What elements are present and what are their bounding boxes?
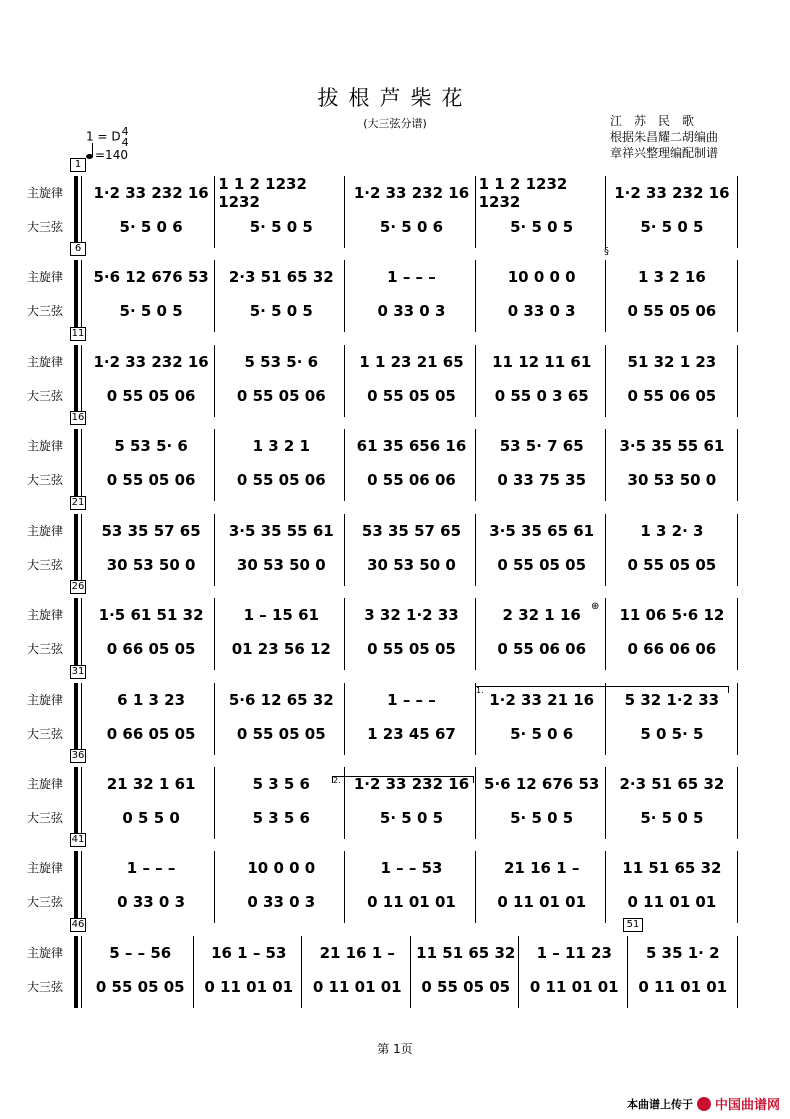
part-label-top: 主旋律 [27,608,64,622]
system-brace [81,345,82,417]
barline [301,936,302,1008]
melody-notes: 61 35 656 16 [356,437,467,455]
melody-notes: 5 35 1· 2 [645,944,720,962]
sanxian-notes: 0 33 0 3 [507,302,576,320]
barline [344,429,345,501]
barline [410,936,411,1008]
sanxian-notes: 5· 5 0 5 [510,218,574,236]
page-number: 第 1页 [377,1042,413,1056]
sanxian-notes: 0 11 01 01 [312,978,402,996]
measure-number: 21 [71,497,85,508]
site-logo-icon [697,1097,711,1111]
sanxian-notes: 0 55 06 06 [497,640,587,658]
melody-notes: 5 53 5· 6 [244,353,319,371]
barline [605,598,606,670]
part-label-top: 主旋律 [27,355,64,369]
sanxian-notes: 0 11 01 01 [627,893,717,911]
volta-first-ending: 1. [475,686,729,693]
barline [475,598,476,670]
melody-notes: 1 – – – [387,691,436,709]
measure [346,254,476,338]
tempo-value: =140 [95,148,128,162]
part-label-bottom: 大三弦 [27,220,64,234]
melody-notes: 53 35 57 65 [361,522,462,540]
sanxian-notes: 0 11 01 01 [638,978,728,996]
measure [477,845,607,929]
sanxian-notes: 5· 5 0 6 [510,725,574,743]
measure [86,677,216,761]
sanxian-notes: 30 53 50 0 [236,556,326,574]
barline [605,851,606,923]
barline [214,851,215,923]
measure [607,508,737,592]
measure [216,592,346,676]
part-label-bottom: 大三弦 [27,304,64,318]
melody-notes: 5·6 12 676 53 [484,775,600,793]
measure [607,423,737,507]
upload-brand: 中国曲谱网 [714,1098,780,1113]
barline [344,683,345,755]
melody-notes: 1 – – – [126,859,176,877]
measure [607,339,737,423]
staff-system [0,328,790,423]
melody-notes: 1 – 15 61 [243,606,319,624]
barline [605,260,606,332]
melody-notes: 1 1 2 1232 1232 [218,175,307,211]
measure [346,677,476,761]
sanxian-notes: 5· 5 0 5 [249,218,313,236]
barline [475,260,476,332]
measure [216,170,346,254]
sanxian-notes: 0 33 0 3 [377,302,446,320]
sanxian-notes: 0 55 05 05 [367,640,456,658]
measure-number: 11 [71,328,85,339]
sanxian-notes: 0 55 05 05 [367,387,456,405]
barline-end [737,598,738,670]
measure [607,592,737,676]
system-brace [74,429,78,501]
barline-end [737,429,738,501]
sanxian-notes: 0 11 01 01 [497,893,587,911]
melody-notes: 1 – 11 23 [536,944,612,962]
barline [475,176,476,248]
barline [605,429,606,501]
barline-end [737,767,738,839]
measure-number: 46 [71,919,85,930]
melody-notes: 1·2 33 232 16 [353,775,470,793]
system-brace [81,429,82,501]
sanxian-notes: 5· 5 0 5 [249,302,313,320]
barline [214,514,215,586]
part-label-top: 主旋律 [27,439,64,453]
measure-number: 51 [623,918,643,932]
melody-notes: 2·3 51 65 32 [619,775,725,793]
staff-system [0,159,790,254]
melody-notes: 5 3 5 6 [252,775,310,793]
measure [477,761,607,845]
melody-notes: 5 53 5· 6 [114,437,188,455]
melody-notes: 11 12 11 61 [492,353,592,371]
barline [214,176,215,248]
time-signature [122,126,129,148]
barline [344,260,345,332]
staff-system [0,412,790,507]
system-brace [81,683,82,755]
sanxian-notes: 5· 5 0 5 [119,302,183,320]
system-brace [81,767,82,839]
melody-notes: 5 32 1·2 33 [624,691,720,709]
measure [86,423,216,507]
melody-notes: 3·5 35 65 61 [489,522,595,540]
sanxian-notes: 5· 5 0 6 [379,218,444,236]
measure [216,254,346,338]
system-brace [74,176,78,248]
melody-notes: 2·3 51 65 32 [228,268,334,286]
melody-notes: 11 51 65 32 [416,944,516,962]
measure [216,339,346,423]
barline [344,514,345,586]
measure [477,339,607,423]
sanxian-notes: 0 55 05 05 [627,556,717,574]
measure-number: 6 [70,242,86,256]
measure [412,930,521,1014]
sanxian-notes: 30 53 50 0 [627,471,717,489]
measure [477,592,607,676]
barline [193,936,194,1008]
barline [214,683,215,755]
barline [605,767,606,839]
measure [86,761,216,845]
barline [475,767,476,839]
barline [344,851,345,923]
sanxian-notes: 0 55 06 05 [627,387,717,405]
measure [477,423,607,507]
measure [86,170,216,254]
volta-second-ending: 2. [332,776,474,783]
upload-prefix: 本曲谱上传于 [626,1097,693,1111]
melody-notes: 10 0 0 0 [507,268,576,286]
sanxian-notes: 0 33 0 3 [117,893,186,911]
measure [216,845,346,929]
sanxian-notes: 5 0 5· 5 [640,725,704,743]
measure [607,761,737,845]
system-brace [81,851,82,923]
melody-notes: 1·2 33 21 16 [489,691,595,709]
measure [477,508,607,592]
melody-notes: 11 51 65 32 [622,859,722,877]
melody-notes: 3·5 35 55 61 [619,437,725,455]
staff-system [0,750,790,845]
credit-origin: 江 苏 民 歌 [610,114,695,128]
part-label-bottom: 大三弦 [27,473,64,487]
melody-notes: 11 06 5·6 12 [619,606,725,624]
sanxian-notes: 0 55 05 06 [236,471,326,489]
melody-notes: 5·6 12 676 53 [93,268,209,286]
segno-icon: § [604,246,609,257]
part-label-top: 主旋律 [27,861,64,875]
melody-notes: 6 1 3 23 [117,691,186,709]
sanxian-notes: 5· 5 0 6 [119,218,183,236]
barline [214,429,215,501]
score-title: 拔根芦柴花 [317,86,473,110]
measure-number: 1 [70,158,86,172]
melody-notes: 21 16 1 – [319,944,395,962]
part-label-bottom: 大三弦 [27,727,64,741]
sanxian-notes: 0 11 01 01 [204,978,294,996]
staff-system [0,497,790,592]
system-brace [74,851,78,923]
measure [86,592,216,676]
time-den: 4 [121,136,129,149]
measure-number: 31 [71,666,85,677]
barline [627,936,628,1008]
melody-notes: 1 – – 53 [380,859,443,877]
measure [346,845,476,929]
part-label-bottom: 大三弦 [27,895,64,909]
measure [346,761,476,845]
melody-notes: 5·6 12 65 32 [228,691,334,709]
sanxian-notes: 0 55 06 06 [367,471,456,489]
barline [475,345,476,417]
score-subtitle: (大三弦分谱) [363,117,427,130]
barline [475,851,476,923]
sanxian-notes: 0 55 05 06 [106,471,196,489]
sanxian-notes: 0 55 05 06 [106,387,196,405]
part-label-bottom: 大三弦 [27,980,64,994]
system-brace [81,936,82,1008]
sanxian-notes: 0 66 05 05 [106,725,196,743]
measure [346,508,476,592]
sanxian-notes: 0 55 05 06 [236,387,326,405]
measure [86,845,216,929]
barline-end [737,936,738,1008]
melody-notes: 1·2 33 232 16 [93,184,209,202]
system-brace [81,176,82,248]
measure [346,423,476,507]
credit-editor: 章祥兴整理编配制谱 [610,146,719,160]
melody-notes: 10 0 0 0 [247,859,316,877]
part-label-bottom: 大三弦 [27,811,64,825]
barline [518,936,519,1008]
barline [344,598,345,670]
sanxian-notes: 0 11 01 01 [367,893,456,911]
measure [86,508,216,592]
measure [607,845,737,929]
melody-notes: 1 3 2· 3 [640,522,704,540]
barline [344,345,345,417]
sanxian-notes: 0 55 05 05 [95,978,185,996]
barline [475,429,476,501]
measure [346,170,476,254]
part-label-bottom: 大三弦 [27,642,64,656]
part-label-bottom: 大三弦 [27,558,64,572]
sanxian-notes: 5· 5 0 5 [640,218,704,236]
measure [520,930,629,1014]
melody-notes: 2 32 1 16 [502,606,581,624]
melody-notes: 3·5 35 55 61 [228,522,334,540]
sanxian-notes: 0 55 05 05 [236,725,326,743]
system-brace [81,514,82,586]
measure [303,930,412,1014]
sanxian-notes: 0 55 0 3 65 [494,387,589,405]
barline [214,767,215,839]
measure-number: 36 [71,750,85,761]
melody-notes: 1 – – – [387,268,436,286]
coda-icon: ⊕ [591,601,600,612]
melody-notes: 1·2 33 232 16 [353,184,470,202]
sanxian-notes: 0 55 05 06 [627,302,717,320]
sanxian-notes: 5 3 5 6 [252,809,310,827]
measure-number: 26 [71,581,85,592]
melody-notes: 1 1 23 21 65 [359,353,464,371]
melody-notes: 1 3 2 16 [637,268,706,286]
part-label-top: 主旋律 [27,777,64,791]
sanxian-notes: 0 33 75 35 [497,471,587,489]
sanxian-notes: 0 55 05 05 [497,556,587,574]
measure [216,761,346,845]
melody-notes: 53 35 57 65 [101,522,201,540]
time-num: 4 [121,125,129,138]
barline-end [737,514,738,586]
sanxian-notes: 30 53 50 0 [106,556,196,574]
measure [86,930,195,1014]
key-label: 1 = D [86,129,121,144]
barline [214,260,215,332]
barline [214,345,215,417]
barline [605,345,606,417]
melody-notes: 21 32 1 61 [106,775,196,793]
system-brace [81,598,82,670]
part-label-top: 主旋律 [27,186,64,200]
part-label-top: 主旋律 [27,946,64,960]
system-brace [74,767,78,839]
upload-credit [627,1094,780,1113]
system-brace [81,260,82,332]
staff-system [0,919,790,1014]
barline [605,514,606,586]
sanxian-notes: 1 23 45 67 [367,725,456,743]
sanxian-notes: 0 11 01 01 [529,978,619,996]
sanxian-notes: 01 23 56 12 [231,640,331,658]
system-brace [74,936,78,1008]
measure [216,677,346,761]
melody-notes: 1·2 33 232 16 [614,184,730,202]
part-label-bottom: 大三弦 [27,389,64,403]
melody-notes: 1·5 61 51 32 [98,606,204,624]
system-brace [74,514,78,586]
sanxian-notes: 0 66 06 06 [627,640,717,658]
measure [477,170,607,254]
staff-system [0,834,790,929]
measure [86,254,216,338]
sanxian-notes: 0 55 05 05 [421,978,511,996]
melody-notes: 5 – – 56 [109,944,172,962]
measure [86,339,216,423]
barline [214,598,215,670]
melody-notes: 3 32 1·2 33 [364,606,459,624]
barline-end [737,683,738,755]
system-brace [74,260,78,332]
measure [346,592,476,676]
credits [610,113,718,161]
sanxian-notes: 0 66 05 05 [106,640,196,658]
melody-notes: 21 16 1 – [504,859,580,877]
barline-end [737,851,738,923]
barline-end [737,345,738,417]
sanxian-notes: 0 5 5 0 [122,809,180,827]
barline [344,176,345,248]
system-brace [74,598,78,670]
part-label-top: 主旋律 [27,693,64,707]
melody-notes: 16 1 – 53 [211,944,287,962]
melody-notes: 1 1 2 1232 1232 [478,175,568,211]
melody-notes: 1·2 33 232 16 [93,353,209,371]
quarter-note-icon [86,154,93,159]
barline [605,176,606,248]
measure-number: 41 [71,834,85,845]
sanxian-notes: 5· 5 0 5 [379,809,444,827]
measure [216,423,346,507]
sanxian-notes: 5· 5 0 5 [640,809,704,827]
staff-system [0,243,790,338]
staff-system [0,581,790,676]
melody-notes: 53 5· 7 65 [499,437,584,455]
measure [607,254,737,338]
sanxian-notes: 5· 5 0 5 [510,809,574,827]
barline-end [737,260,738,332]
sanxian-notes: 30 53 50 0 [367,556,456,574]
measure-number: 16 [71,412,85,423]
barline [605,683,606,755]
tempo-mark [86,148,128,162]
measure [216,508,346,592]
measure [607,170,737,254]
measure [346,339,476,423]
system-brace [74,683,78,755]
part-label-top: 主旋律 [27,270,64,284]
barline-end [737,176,738,248]
measure [195,930,304,1014]
credit-arranger: 根据朱昌耀二胡编曲 [610,130,719,144]
sanxian-notes: 0 33 0 3 [247,893,316,911]
measure [477,254,607,338]
barline [475,514,476,586]
system-brace [74,345,78,417]
melody-notes: 1 3 2 1 [252,437,310,455]
melody-notes: 51 32 1 23 [627,353,717,371]
part-label-top: 主旋律 [27,524,64,538]
measure [629,930,738,1014]
